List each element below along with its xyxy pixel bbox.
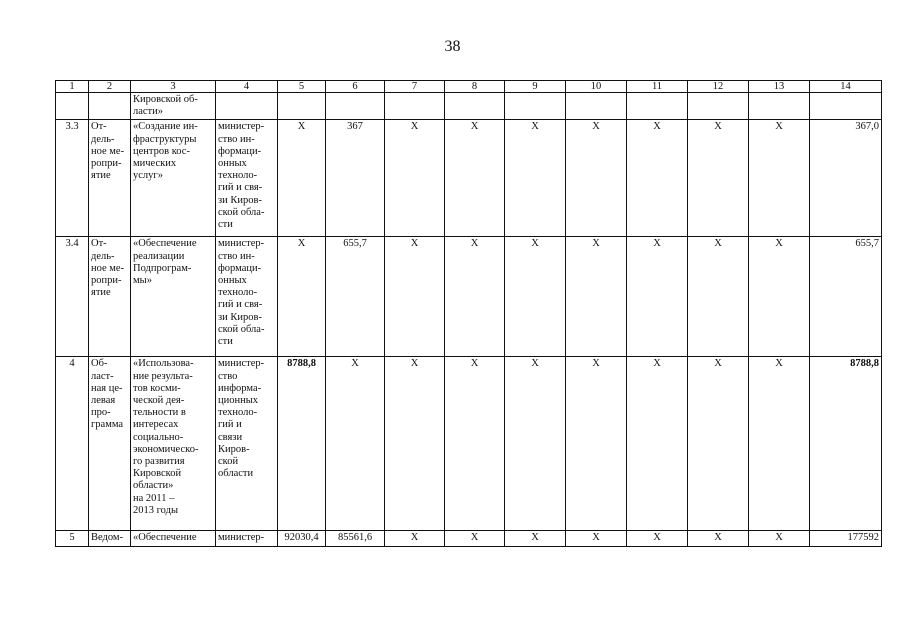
row-number-cell: 5 (56, 531, 89, 546)
value-cell: X (688, 357, 749, 531)
value-cell: X (385, 357, 445, 531)
table-row (56, 120, 882, 237)
value-cell: X (445, 120, 505, 237)
column-header: 9 (505, 81, 566, 93)
value-cell: X (566, 531, 627, 546)
column-header: 5 (278, 81, 326, 93)
column-header: 6 (326, 81, 385, 93)
value-cell: X (688, 531, 749, 546)
value-cell: X (566, 237, 627, 357)
value-cell: X (627, 531, 688, 546)
value-cell (385, 93, 445, 120)
table-row (56, 237, 882, 357)
value-cell: 8788,8 (278, 357, 326, 531)
value-cell: 177592 (810, 531, 882, 546)
activity-name-cell: «Создание ин- фраструктуры центров кос- мических услуг» (131, 120, 216, 237)
value-cell: X (627, 357, 688, 531)
value-cell (278, 93, 326, 120)
value-cell (505, 93, 566, 120)
value-cell: 85561,6 (326, 531, 385, 546)
value-cell: X (445, 531, 505, 546)
value-cell: X (688, 120, 749, 237)
column-header: 2 (89, 81, 131, 93)
value-cell: 8788,8 (810, 357, 882, 531)
activity-name-cell: Кировской об- ласти» (131, 93, 216, 120)
value-cell (566, 93, 627, 120)
value-cell: X (566, 120, 627, 237)
page-number: 38 (444, 38, 461, 55)
value-cell (688, 93, 749, 120)
value-cell: 367,0 (810, 120, 882, 237)
row-number-cell (56, 93, 89, 120)
column-header: 3 (131, 81, 216, 93)
column-header: 11 (627, 81, 688, 93)
value-cell: 655,7 (810, 237, 882, 357)
table-row (56, 357, 882, 531)
value-cell: X (688, 237, 749, 357)
value-cell: X (505, 531, 566, 546)
column-header: 13 (749, 81, 810, 93)
row-number-cell: 3.3 (56, 120, 89, 237)
value-cell (445, 93, 505, 120)
value-cell: X (445, 237, 505, 357)
value-cell: X (278, 237, 326, 357)
table-row (56, 531, 882, 546)
value-cell: X (566, 357, 627, 531)
column-header: 8 (445, 81, 505, 93)
column-header: 1 (56, 81, 89, 93)
value-cell (627, 93, 688, 120)
value-cell: X (385, 120, 445, 237)
value-cell (810, 93, 882, 120)
activity-type-cell: Об- ласт- ная це- левая про- грамма (89, 357, 131, 531)
row-number-cell: 4 (56, 357, 89, 531)
activity-name-cell: «Обеспечение реализации Подпрограм- мы» (131, 237, 216, 357)
value-cell: X (749, 531, 810, 546)
activity-type-cell: От- дель- ное ме- ропри- ятие (89, 237, 131, 357)
value-cell: 367 (326, 120, 385, 237)
header-row (56, 81, 882, 93)
column-header: 12 (688, 81, 749, 93)
activity-type-cell: Ведом- (89, 531, 131, 546)
activity-type-cell: От- дель- ное ме- ропри- ятие (89, 120, 131, 237)
value-cell (326, 93, 385, 120)
program-table (55, 80, 882, 547)
value-cell: 92030,4 (278, 531, 326, 546)
value-cell: X (385, 531, 445, 546)
value-cell: X (278, 120, 326, 237)
row-number-cell: 3.4 (56, 237, 89, 357)
executor-cell: министер- ство ин- формаци- онных техноло- гий и свя- зи Киров- ской обла- сти (216, 237, 278, 357)
value-cell: X (749, 237, 810, 357)
value-cell: 655,7 (326, 237, 385, 357)
executor-cell (216, 93, 278, 120)
value-cell: X (326, 357, 385, 531)
table-row (56, 93, 882, 120)
value-cell: X (385, 237, 445, 357)
value-cell: X (505, 237, 566, 357)
executor-cell: министер- (216, 531, 278, 546)
column-header: 7 (385, 81, 445, 93)
activity-type-cell (89, 93, 131, 120)
column-header: 4 (216, 81, 278, 93)
value-cell: X (749, 120, 810, 237)
value-cell: X (505, 120, 566, 237)
value-cell: X (445, 357, 505, 531)
executor-cell: министер- ство ин- формаци- онных техноло- гий и свя- зи Киров- ской обла- сти (216, 120, 278, 237)
value-cell (749, 93, 810, 120)
executor-cell: министер- ство информа- ционных техноло- гий и связи Киров- ской области (216, 357, 278, 531)
activity-name-cell: «Использова- ние результа- тов косми- ческой дея- тельности в интересах социально- экономическо- го развития Кировской области» на 2011 – 2013 годы (131, 357, 216, 531)
value-cell: X (505, 357, 566, 531)
activity-name-cell: «Обеспечение (131, 531, 216, 546)
value-cell: X (749, 357, 810, 531)
value-cell: X (627, 237, 688, 357)
value-cell: X (627, 120, 688, 237)
column-header: 14 (810, 81, 882, 93)
column-header: 10 (566, 81, 627, 93)
